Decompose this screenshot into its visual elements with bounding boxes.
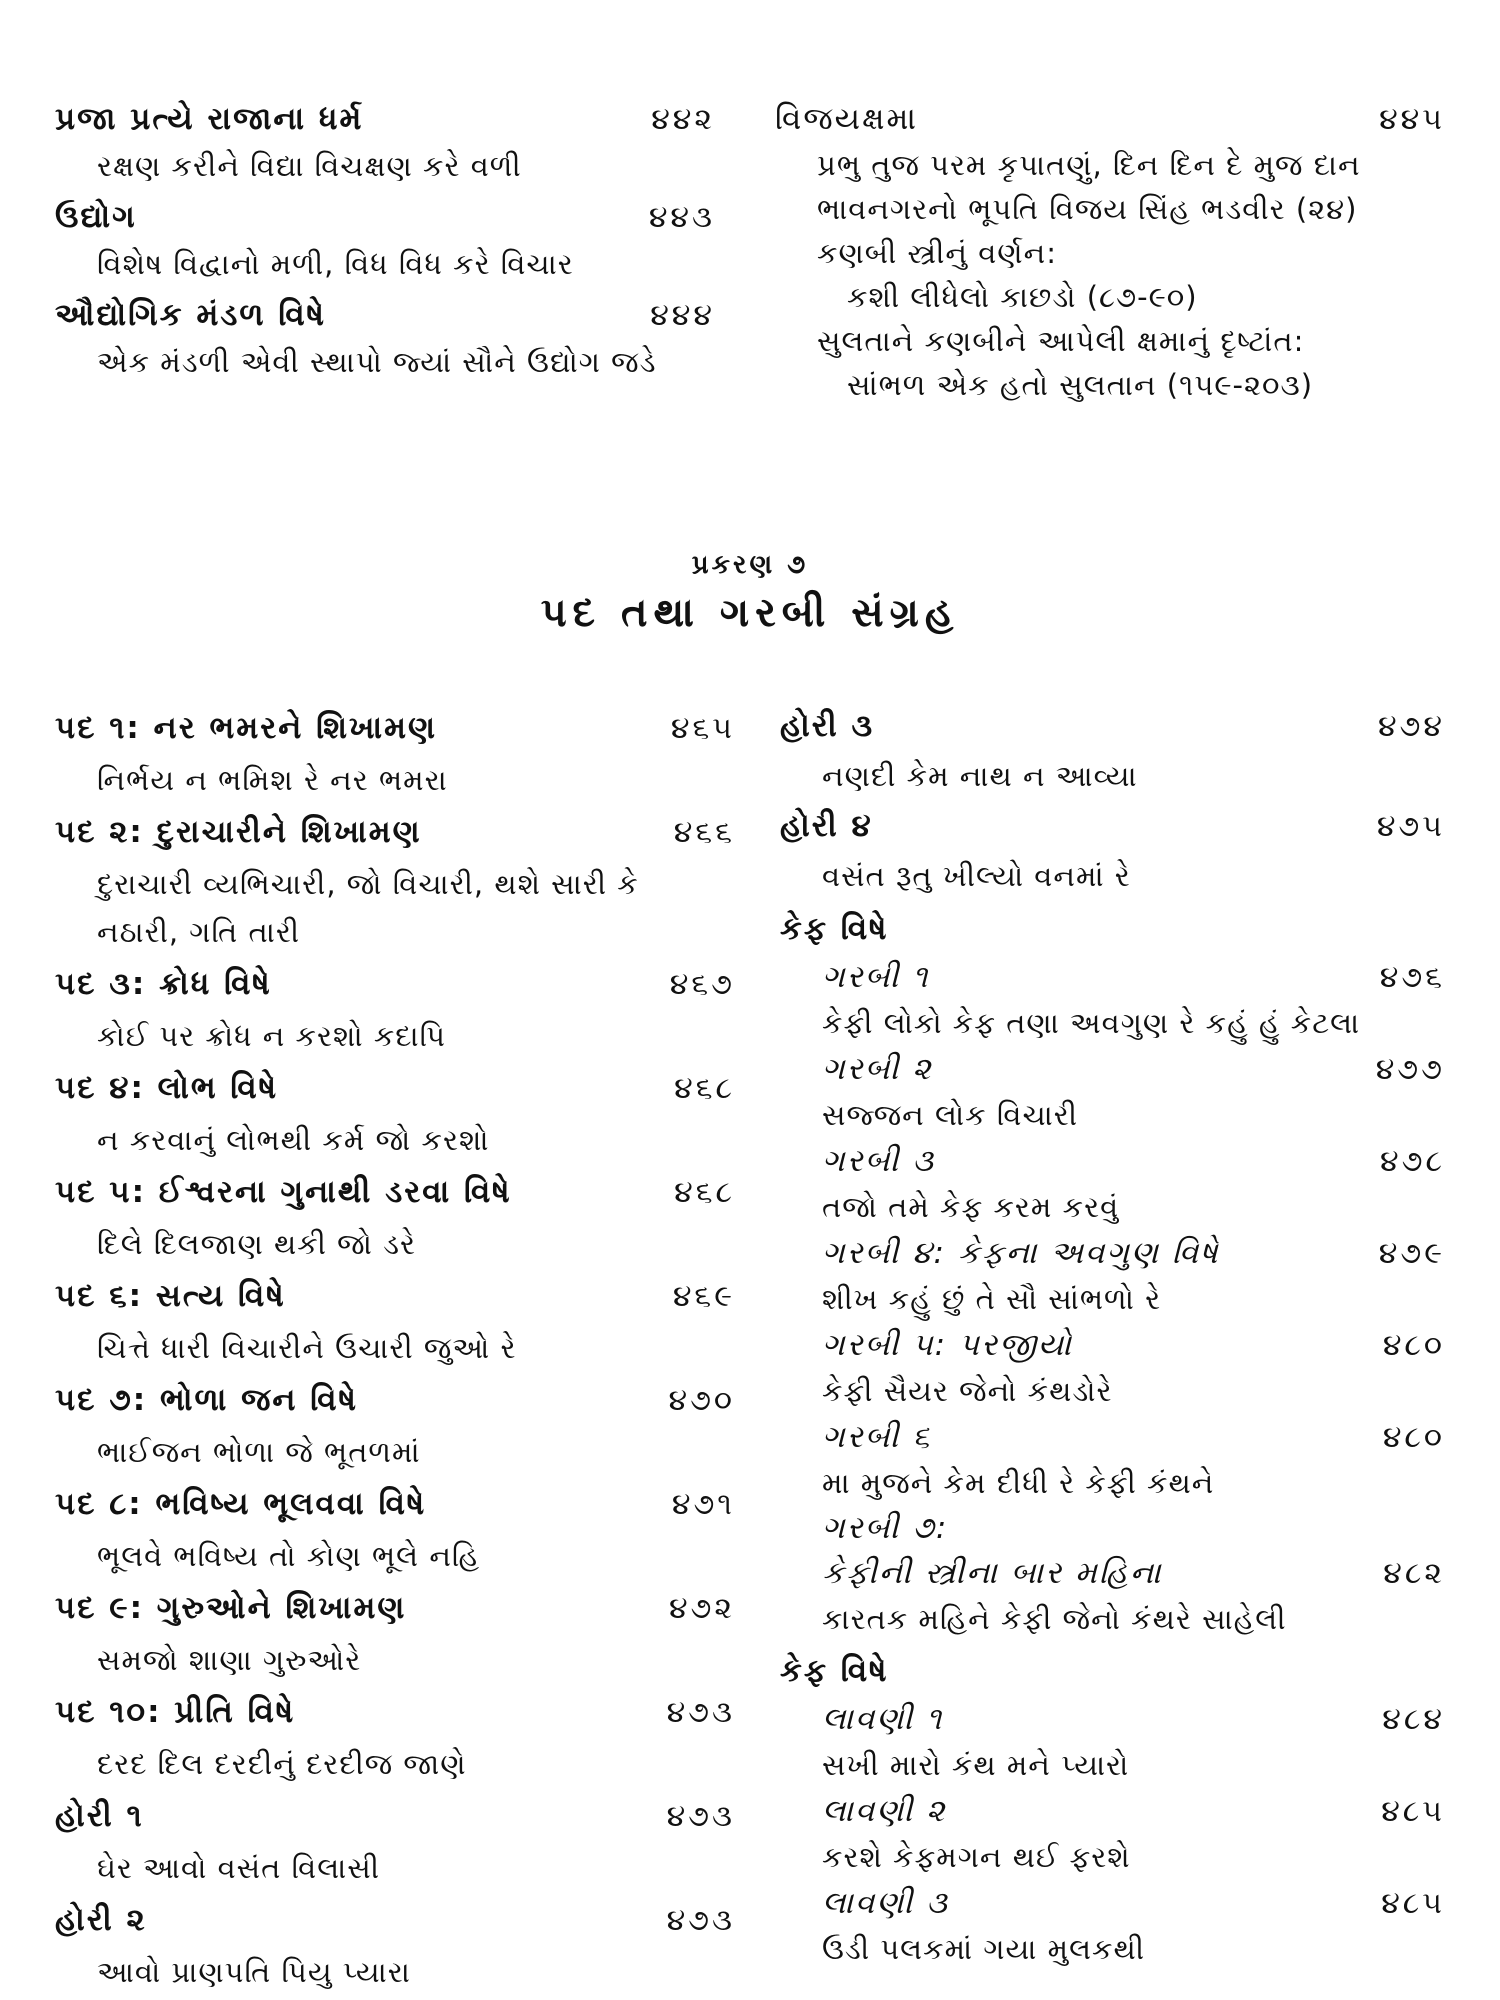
first-line: વિશેષ વિદ્વાનો મળી, વિધ વિધ કરે વિચાર (97, 247, 574, 281)
page-number: ૪૭૩ (666, 1695, 735, 1730)
lavani-group (780, 1696, 1445, 1972)
toc-entry (55, 804, 735, 956)
entry-title: પદ ૯: ગુરુઓને શિખામણ (55, 1590, 407, 1626)
page-number: ૪૮૦ (1382, 1420, 1445, 1455)
first-line: ભૂલવે ભવિષ્ય તો કોણ ભૂલે નહિ (97, 1539, 481, 1573)
first-line: દરદ દિલ દરદીનું દરદીજ જાણે (97, 1747, 467, 1781)
entry-row (55, 1580, 735, 1636)
first-line: તજો તમે કેફ કરમ કરવું (822, 1190, 1120, 1224)
first-line: રક્ષણ કરીને વિદ્યા વિચક્ષણ કરે વળી (97, 149, 522, 183)
page-number: ૪૭૯ (1378, 1236, 1445, 1271)
entry-row (55, 1164, 735, 1220)
first-line: નણદી કેમ નાથ ન આવ્યા (822, 759, 1138, 793)
entry-subtitle: કેફીની સ્ત્રીના બાર મહિના (822, 1555, 1163, 1591)
toc-entry (55, 291, 715, 385)
entry-title: પદ ૧૦: પ્રીતિ વિષે (55, 1694, 296, 1730)
toc-entry (55, 1580, 735, 1684)
entry-row (55, 95, 715, 143)
entry-title: પદ ૧: નર ભમરને શિખામણ (55, 710, 438, 746)
entry-title: લાવણી ૨ (822, 1793, 947, 1829)
entry-row (55, 1372, 735, 1428)
entry-row (55, 1892, 735, 1948)
page-number: ૪૪૩ (648, 200, 715, 235)
page-number: ૪૬૯ (672, 1279, 735, 1314)
entry-title: પદ ૭: ભોળા જન વિષે (55, 1382, 358, 1418)
page-number: ૪૪૪ (650, 298, 715, 333)
entry-row (780, 700, 1445, 752)
text-line: ભાવનગરનો ભૂપતિ વિજય સિંહ ભડવીર (૨૪) (817, 192, 1358, 226)
entry-title: ઉદ્યોગ (55, 199, 137, 235)
first-line: કારતક મહિને કેફી જેનો કંથરે સાહેલી (822, 1602, 1287, 1636)
entry-row (55, 291, 715, 339)
toc-entry (780, 954, 1445, 1046)
entry-row (55, 1268, 735, 1324)
chapter-label: પ્રકરણ ૭ (691, 550, 809, 580)
toc-entry (55, 1372, 735, 1476)
chapter-heading (0, 545, 1500, 641)
top-right-entry (775, 95, 1445, 407)
text-line: કણબી સ્ત્રીનું વર્ણન: (817, 236, 1057, 270)
entry-title: વિજયક્ષમા (775, 101, 919, 137)
entry-row (780, 1046, 1445, 1092)
first-line: ઉડી પલકમાં ગયા મુલકથી (822, 1932, 1146, 1966)
entry-row (780, 1230, 1445, 1276)
toc-entry (780, 1696, 1445, 1788)
chapter-title: પદ તથા ગરબી સંગ્રહ (540, 590, 960, 636)
first-line: સમજો શાણા ગુરુઓરે (97, 1643, 362, 1677)
toc-entry (780, 1880, 1445, 1972)
page-number: ૪૪૫ (1379, 102, 1445, 137)
first-line: ન કરવાનું લોભથી કર્મ જો કરશો (97, 1123, 490, 1157)
entry-title: ગરબી ૧ (822, 959, 930, 995)
entry-row (55, 193, 715, 241)
entry-row (780, 1322, 1445, 1368)
entry-row (55, 1476, 735, 1532)
entry-title: પદ ૫: ઈશ્વરના ગુનાથી ડરવા વિષે (55, 1174, 512, 1210)
entry-title: ગરબી ૨ (822, 1051, 933, 1087)
entry-title: લાવણી ૧ (822, 1701, 944, 1737)
page-number: ૪૬૮ (674, 1175, 735, 1210)
toc-entry (55, 1684, 735, 1788)
page-number: ૪૭૩ (666, 1799, 735, 1834)
toc-entry (780, 1138, 1445, 1230)
entry-title: પદ ૨: દુરાચારીને શિખામણ (55, 814, 422, 850)
text-line: સાંભળ એક હતો સુલતાન (૧૫૯-૨૦૩) (847, 368, 1314, 402)
toc-entry (780, 700, 1445, 800)
page-number: ૪૭૭ (1375, 1052, 1445, 1087)
entry-row (55, 804, 735, 860)
hori-group (780, 700, 1445, 900)
page-number: ૪૭૩ (666, 1903, 735, 1938)
entry-title: લાવણી ૩ (822, 1885, 949, 1921)
entry-row (780, 800, 1445, 852)
entry-row (775, 95, 1445, 143)
entry-title: ઔદ્યોગિક મંડળ વિષે (55, 297, 327, 333)
entry-row (780, 1788, 1445, 1834)
toc-entry (55, 1060, 735, 1164)
entry-row (780, 1880, 1445, 1926)
entry-title: પ્રજા પ્રત્યે રાજાના ધર્મ (55, 101, 364, 137)
entry-title: ગરબી ૪: કેફના અવગુણ વિષે (822, 1235, 1220, 1271)
toc-entry (55, 700, 735, 804)
entry-row (55, 956, 735, 1012)
garbi-group (780, 954, 1445, 1506)
entry-row (55, 1788, 735, 1844)
toc-entry (55, 95, 715, 189)
first-line: કેફી સૈયર જેનો કંથડોરે (822, 1374, 1113, 1408)
first-line: ભાઈજન ભોળા જે ભૂતળમાં (97, 1435, 421, 1469)
entry-title: પદ ૪: લોભ વિષે (55, 1070, 279, 1106)
page-number: ૪૭૦ (668, 1383, 735, 1418)
page-number: ૪૭૫ (1376, 809, 1445, 844)
entry-title: પદ ૩: ક્રોધ વિષે (55, 966, 272, 1002)
page-number: ૪૭૬ (1379, 960, 1445, 995)
entry-row (780, 1414, 1445, 1460)
page-number: ૪૭૪ (1377, 709, 1445, 744)
page-number: ૪૬૫ (670, 711, 735, 746)
first-line: શીખ કહું છું તે સૌ સાંભળો રે (822, 1282, 1162, 1316)
page-number: ૪૬૭ (669, 967, 735, 1002)
entry-title: ગરબી ૫: પરજીયો (822, 1327, 1073, 1363)
text-line: નઠારી, ગતિ તારી (97, 915, 301, 949)
toc-entry (55, 1164, 735, 1268)
entry-row (55, 700, 735, 756)
first-line: આવો પ્રાણપતિ પિયુ પ્યારા (97, 1955, 411, 1989)
left-column-list (55, 700, 735, 1996)
text-line: સુલતાને કણબીને આપેલી ક્ષમાનું દૃષ્ટાંત: (817, 324, 1305, 358)
first-line: કરશે કેફમગન થઈ ફરશે (822, 1840, 1131, 1874)
page-number: ૪૬૬ (673, 815, 735, 850)
entry-row (780, 1696, 1445, 1742)
entry-row (780, 954, 1445, 1000)
first-line: વસંત રૂતુ ખીલ્યો વનમાં રે (822, 859, 1131, 893)
top-left-entries (55, 95, 715, 389)
page-number: ૪૮૦ (1382, 1328, 1445, 1363)
first-line: દિલે દિલજાણ થકી જો ડરે (97, 1227, 416, 1261)
page-number: ૪૮૫ (1381, 1794, 1445, 1829)
toc-entry (780, 1506, 1445, 1642)
toc-entry (780, 1046, 1445, 1138)
page-number: ૪૭૨ (668, 1591, 735, 1626)
first-line: કેફી લોકો કેફ તણા અવગુણ રે કહું હું કેટલા (822, 1006, 1361, 1040)
entry-title: પદ ૮: ભવિષ્ય ભૂલવવા વિષે (55, 1486, 427, 1522)
first-line: ચિત્તે ધારી વિચારીને ઉચારી જુઓ રે (97, 1331, 517, 1365)
first-line: સજ્જન લોક વિચારી (822, 1098, 1079, 1132)
first-line: પ્રભુ તુજ પરમ કૃપાતણું, દિન દિન દે મુજ દાન (817, 148, 1361, 182)
toc-entry (780, 1788, 1445, 1880)
toc-entry (55, 1476, 735, 1580)
first-line: ઘેર આવો વસંત વિલાસી (97, 1851, 381, 1885)
entry-title: હોરી ૪ (780, 808, 873, 844)
toc-entry (780, 1414, 1445, 1506)
entry-row (55, 1060, 735, 1116)
toc-entry (55, 956, 735, 1060)
page-number: ૪૭૮ (1380, 1144, 1445, 1179)
toc-entry (780, 1230, 1445, 1322)
toc-entry (55, 1268, 735, 1372)
entry-row (780, 1550, 1445, 1596)
page-number: ૪૬૮ (674, 1071, 735, 1106)
entry-title: હોરી ૧ (55, 1798, 144, 1834)
page-number: ૪૮૪ (1382, 1702, 1445, 1737)
page-number: ૪૭૧ (671, 1487, 735, 1522)
right-column-list (780, 700, 1445, 1972)
first-line: કોઈ પર ક્રોધ ન કરશો કદાપિ (97, 1019, 446, 1053)
first-line: મા મુજને કેમ દીધી રે કેફી કંથને (822, 1466, 1215, 1500)
first-line: નિર્ભય ન ભમિશ રે નર ભમરા (97, 763, 448, 797)
page-number: ૪૪૨ (651, 102, 715, 137)
page-number: ૪૮૫ (1381, 1886, 1445, 1921)
first-line: સખી મારો કંથ મને પ્યારો (822, 1748, 1130, 1782)
entry-title: ગરબી ૬ (822, 1419, 932, 1455)
toc-entry (55, 1788, 735, 1892)
entry-title: હોરી ૨ (55, 1902, 147, 1938)
entry-title: ગરબી ૭: (822, 1510, 949, 1546)
toc-entry (780, 1322, 1445, 1414)
toc-entry (55, 193, 715, 287)
toc-entry (55, 1892, 735, 1996)
section-heading: કેફ વિષે (780, 911, 889, 947)
entry-title: ગરબી ૩ (822, 1143, 935, 1179)
section-heading: કેફ વિષે (780, 1653, 889, 1689)
entry-title: હોરી ૩ (780, 708, 875, 744)
text-line: કશી લીધેલો કાછડો (૮૭-૯૦) (847, 280, 1198, 314)
page-number: ૪૮૨ (1383, 1556, 1445, 1591)
entry-row (780, 1138, 1445, 1184)
first-line: એક મંડળી એવી સ્થાપો જ્યાં સૌને ઉદ્યોગ જડે (97, 345, 657, 379)
toc-entry (780, 800, 1445, 900)
entry-title: પદ ૬: સત્ય વિષે (55, 1278, 286, 1314)
entry-row (55, 1684, 735, 1740)
first-line: દુરાચારી વ્યભિચારી, જો વિચારી, થશે સારી કે (97, 867, 639, 901)
